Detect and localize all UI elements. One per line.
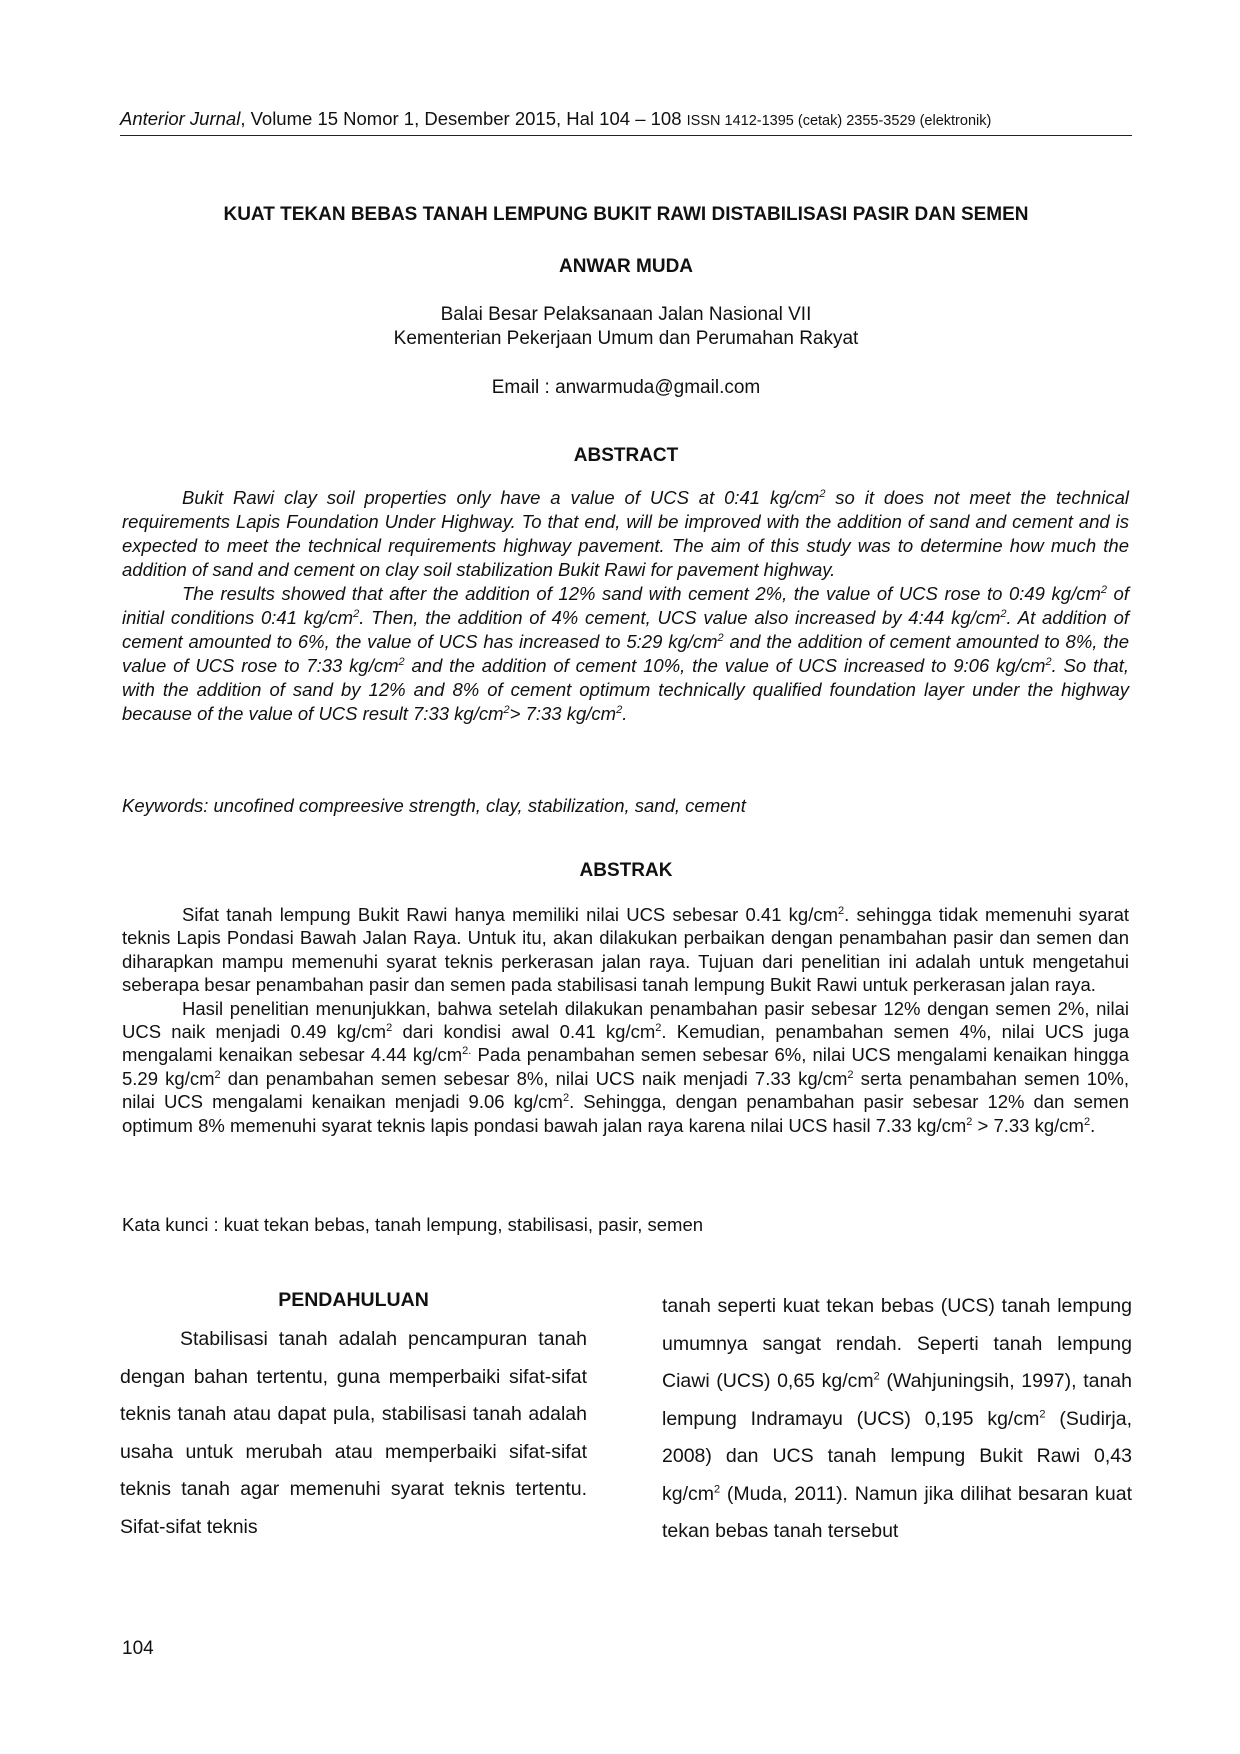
running-header <box>120 108 1132 130</box>
paper-title: KUAT TEKAN BEBAS TANAH LEMPUNG BUKIT RAWI DISTABILISASI PASIR DAN SEMEN <box>223 204 1029 225</box>
header-rule <box>120 135 1132 136</box>
kata-kunci: Kata kunci : kuat tekan bebas, tanah lempung, stabilisasi, pasir, semen <box>122 1214 704 1235</box>
volume-info: , Volume 15 Nomor 1, Desember 2015, Hal 104 – 108 <box>240 108 682 129</box>
abstrak-paragraph-1: Sifat tanah lempung Bukit Rawi hanya memiliki nilai UCS sebesar 0.41 $kg/cm^2$. sehingga tidak memenuhi syarat teknis Lapis Pondasi Bawah Jalan Raya. Untuk itu, akan dilakukan perbaikan dengan penambahan pasir dan semen dan diharapkan mampu memenuhi syarat teknis perkerasan jalan raya. Tujuan dari penelitian ini adalah untuk mengetahui seberapa besar penambahan pasir dan semen pada stabilisasi tanah lempung Bukit Rawi untuk perkerasan jalan raya. <box>122 904 1130 996</box>
abstrak-heading: ABSTRAK <box>579 860 673 881</box>
journal-name: Anterior Jurnal <box>120 108 241 129</box>
author-name: ANWAR MUDA <box>558 256 694 277</box>
abstract-heading: ABSTRACT <box>573 445 679 466</box>
abstract-paragraph-1: Bukit Rawi clay soil properties only have a value of UCS at 0:41 $kg/cm^2$ so it does not meet the technical requirements Lapis Foundation Under Highway. To that end, will be improved with the addition of sand and cement and is expected to meet the technical requirements highway pavement. The aim of this study was to determine how much the addition of sand and cement on clay soil stabilization Bukit Rawi for pavement highway. <box>122 487 1130 580</box>
page-number: 104 <box>122 1638 154 1659</box>
affiliation-line-2: Kementerian Pekerjaan Umum dan Perumahan Rakyat <box>393 328 859 349</box>
abstrak-body <box>122 903 1129 1137</box>
right-column: tanah seperti kuat tekan bebas (UCS) tanah lempung umumnya sangat rendah. Seperti tanah lempung Ciawi (UCS) 0,65 $kg/cm^2$ (Wahjuningsih, 1997), tanah lempung Indramayu (UCS) 0,195 $kg/cm^2$ (Sudirja, 2008) dan UCS tanah lempung Bukit Rawi 0,43 $kg/cm^2$ (Muda, 2011). Namun jika dilihat besaran kuat tekan bebas tanah tersebut <box>662 1295 1132 1542</box>
section-heading-pendahuluan: PENDAHULUAN <box>278 1289 429 1311</box>
pendahuluan-paragraph-left: Stabilisasi tanah adalah pencampuran tanah dengan bahan tertentu, guna memperbaiki sifat-sifat teknis tanah atau dapat pula, stabilisasi tanah adalah usaha untuk merubah atau memperbaiki sifat-sifat teknis tanah agar memenuhi syarat teknis tertentu. Sifat-sifat teknis <box>120 1328 587 1538</box>
abstrak-paragraph-2: Hasil penelitian menunjukkan, bahwa setelah dilakukan penambahan pasir sebesar 12% dengan semen 2%, nilai UCS naik menjadi 0.49 $kg/cm^2$ dari kondisi awal 0.41 $kg/cm^2$. Kemudian, penambahan semen 4%, nilai UCS juga mengalami kenaikan sebesar 4.44 $kg/cm^{2.}$ Pada penambahan semen sebesar 6%, nilai UCS mengalami kenaikan hingga 5.29 $kg/cm^2$ dan penambahan semen sebesar 8%, nilai UCS naik menjadi 7.33 $kg/cm^2$ serta penambahan semen 10%, nilai UCS mengalami kenaikan menjadi 9.06 $kg/cm^2$. Sehingga, dengan penambahan pasir sebesar 12% dan semen optimum 8% memenuhi syarat teknis lapis pondasi bawah jalan raya karena nilai UCS hasil 7.33 $kg/cm^2 > 7.33$ $kg/cm^2$. <box>122 997 1130 1136</box>
affiliation-line-1: Balai Besar Pelaksanaan Jalan Nasional VII <box>440 304 812 325</box>
left-column <box>120 1288 587 1546</box>
issn: ISSN 1412-1395 (cetak) 2355-3529 (elektronik) <box>686 113 992 129</box>
author-email: Email : anwarmuda@gmail.com <box>491 377 761 398</box>
abstract-paragraph-2: The results showed that after the addition of 12% sand with cement 2%, the value of UCS rose to 0:49 $kg/cm^2$ of initial conditions 0:41 $kg/cm^2$. Then, the addition of 4% cement, UCS value also increased by 4:44 $kg/cm^2$. At addition of cement amounted to 6%, the value of UCS has increased to 5:29 $kg/cm^2$ and the addition of cement amounted to 8%, the value of UCS rose to 7:33 $kg/cm^2$ and the addition of cement 10%, the value of UCS increased to 9:06 $kg/cm^2$. So that, with the addition of sand by 12% and 8% of cement optimum technically qualified foundation layer under the highway because of the value of UCS result 7:33 $kg/cm^2>$ 7:33 $kg/cm^2$. <box>122 583 1130 724</box>
abstract-body <box>122 486 1129 726</box>
keywords: Keywords: uncofined compreesive strength, clay, stabilization, sand, cement <box>122 795 746 816</box>
